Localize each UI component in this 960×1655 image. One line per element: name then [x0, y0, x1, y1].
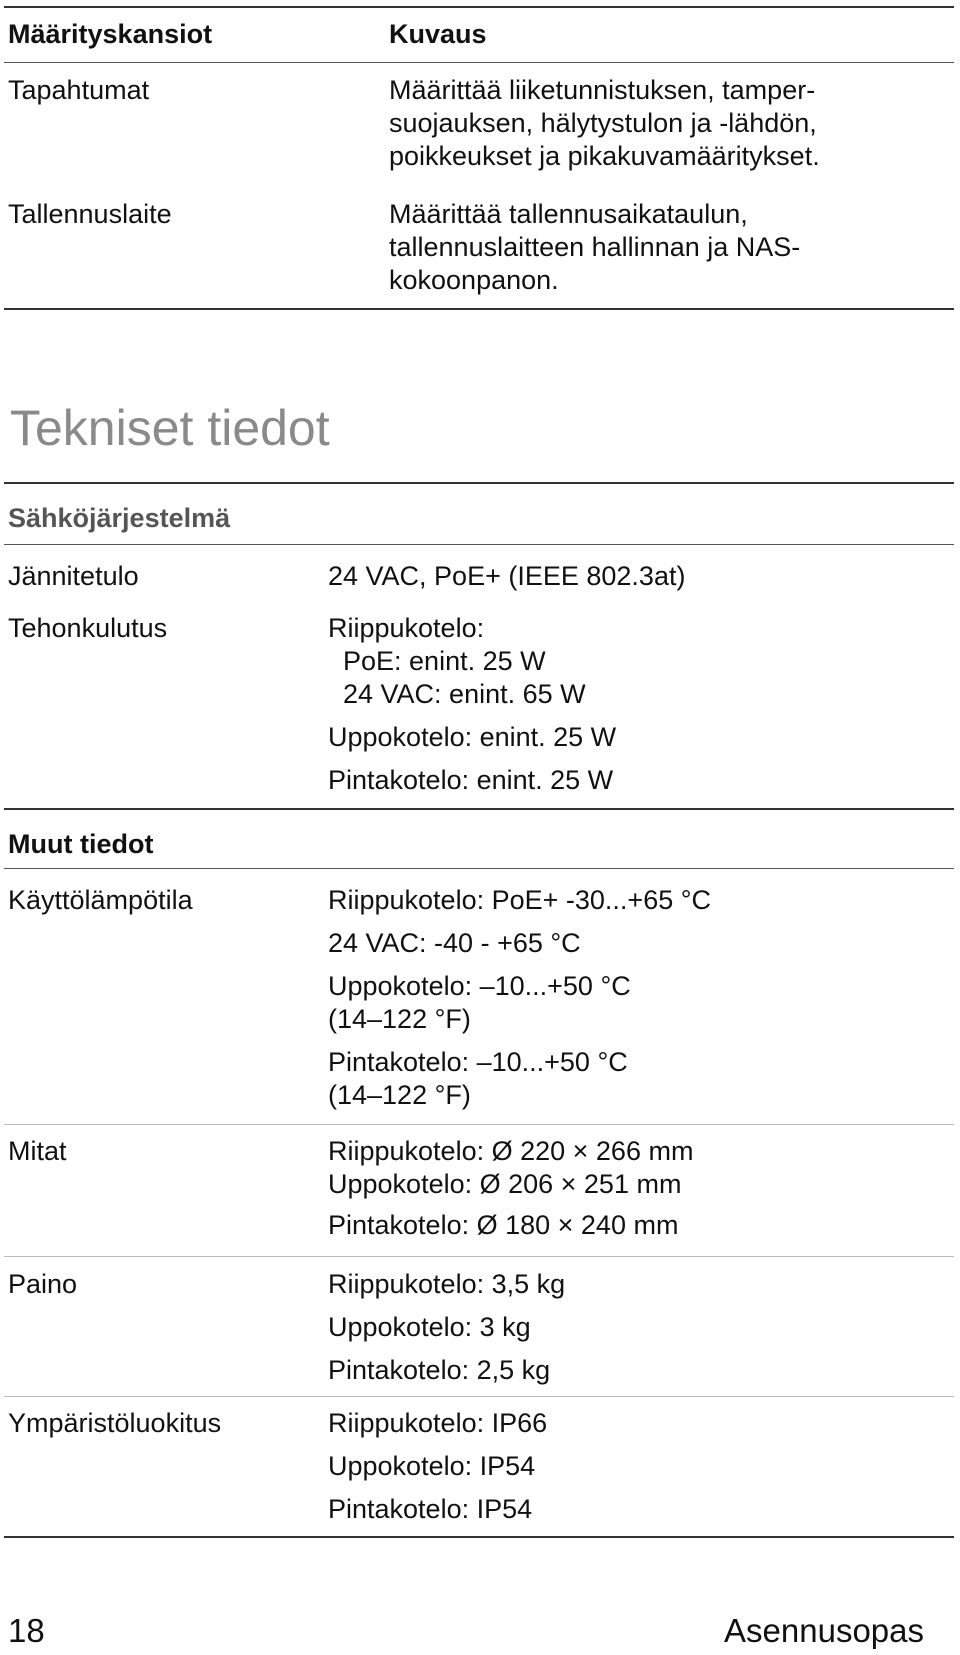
row-name-recorder: Tallennuslaite [8, 199, 172, 229]
desc-line: suojauksen, hälytystulon ja -lähdön, [389, 108, 817, 138]
section-title: Tekniset tiedot [10, 400, 330, 456]
rating-label: Ympäristöluokitus [8, 1408, 222, 1438]
temp-line: (14–122 °F) [328, 1004, 471, 1034]
rating-line: Pintakotelo: IP54 [328, 1494, 533, 1524]
electrical-bottom-rule [4, 808, 954, 810]
temp-label: Käyttölämpötila [8, 885, 193, 915]
dimensions-line: Riippukotelo: Ø 220 × 266 mm [328, 1136, 694, 1166]
temp-line: (14–122 °F) [328, 1080, 471, 1110]
rating-line: Riippukotelo: IP66 [328, 1408, 548, 1438]
temp-line: Riippukotelo: PoE+ -30...+65 °C [328, 885, 712, 915]
col-header-folders: Määrityskansiot [8, 19, 213, 49]
col-header-description: Kuvaus [389, 19, 487, 49]
document-name: Asennusopas [724, 1612, 924, 1649]
electrical-heading-rule [4, 544, 954, 545]
power-values [328, 612, 616, 797]
row-name-events: Tapahtumat [8, 75, 150, 105]
title-rule [4, 482, 954, 484]
rating-line: Uppokotelo: IP54 [328, 1451, 536, 1481]
power-line: 24 VAC: enint. 65 W [343, 679, 586, 709]
desc-line: Määrittää tallennusaikataulun, [389, 199, 748, 229]
table-bottom-rule [4, 308, 954, 310]
rating-values [328, 1407, 547, 1526]
dimensions-line: Pintakotelo: Ø 180 × 240 mm [328, 1210, 679, 1240]
dimensions-rule [4, 1256, 954, 1257]
desc-line: Määrittää liiketunnistuksen, tamper- [389, 75, 816, 105]
table-header-rule [4, 62, 954, 63]
temp-line: Pintakotelo: –10...+50 °C [328, 1047, 628, 1077]
table-top-rule [4, 6, 954, 8]
temp-line: 24 VAC: -40 - +65 °C [328, 928, 581, 958]
power-line: Pintakotelo: enint. 25 W [328, 765, 614, 795]
page-number: 18 [8, 1612, 45, 1649]
dimensions-label: Mitat [8, 1136, 67, 1166]
temp-values [328, 884, 711, 1112]
temp-line: Uppokotelo: –10...+50 °C [328, 971, 631, 1001]
dimensions-values [328, 1135, 693, 1242]
power-line: Uppokotelo: enint. 25 W [328, 722, 617, 752]
row-desc-recorder [389, 198, 800, 297]
power-label: Tehonkulutus [8, 613, 168, 643]
weight-line: Pintakotelo: 2,5 kg [328, 1355, 551, 1385]
weight-line: Riippukotelo: 3,5 kg [328, 1269, 566, 1299]
weight-label: Paino [8, 1269, 78, 1299]
power-line: Riippukotelo: [328, 613, 485, 643]
dimensions-line: Uppokotelo: Ø 206 × 251 mm [328, 1169, 682, 1199]
voltage-value: 24 VAC, PoE+ (IEEE 802.3at) [328, 561, 686, 591]
other-heading: Muut tiedot [8, 829, 154, 859]
temp-rule [4, 1124, 954, 1125]
weight-rule [4, 1396, 954, 1397]
specs-bottom-rule [4, 1536, 954, 1538]
voltage-label: Jännitetulo [8, 561, 139, 591]
other-heading-rule [4, 868, 954, 869]
desc-line: poikkeukset ja pikakuvamääritykset. [389, 141, 820, 171]
desc-line: kokoonpanon. [389, 265, 559, 295]
row-desc-events [389, 74, 820, 173]
power-line: PoE: enint. 25 W [343, 646, 546, 676]
weight-line: Uppokotelo: 3 kg [328, 1312, 531, 1342]
weight-values [328, 1268, 565, 1387]
desc-line: tallennuslaitteen hallinnan ja NAS- [389, 232, 801, 262]
electrical-heading: Sähköjärjestelmä [8, 503, 231, 533]
